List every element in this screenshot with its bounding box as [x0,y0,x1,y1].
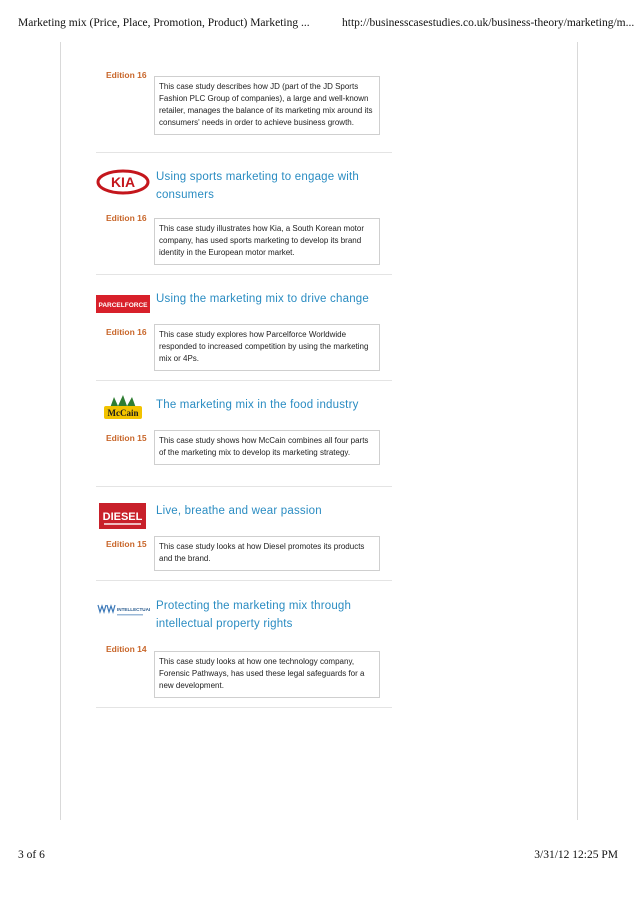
edition-label: Edition 16 [106,327,147,337]
kia-logo [96,169,150,199]
case-study-title-link[interactable]: Using sports marketing to engage with consumers [156,171,360,201]
edition-label: Edition 16 [106,70,147,80]
svg-text:DIESEL: DIESEL [102,511,143,523]
entry-separator [96,707,392,708]
mccain-logo [96,394,150,424]
entry-separator [96,274,392,275]
case-study-title-link[interactable]: The marketing mix in the food industry [156,399,359,411]
case-study-description: This case study shows how McCain combines all four parts of the marketing mix to develop its marketing strategy. [154,430,380,465]
column-divider-left [60,42,61,820]
print-footer-datetime: 3/31/12 12:25 PM [534,849,618,861]
svg-text:McCain: McCain [107,408,139,418]
entry-separator [96,486,392,487]
diesel-logo [96,502,150,532]
column-divider-right [577,42,578,820]
case-study-description: This case study looks at how one technology company, Forensic Pathways, has used these legal safeguards for a new development. [154,651,380,698]
case-study-title-link[interactable]: Protecting the marketing mix through intellectual property rights [156,600,352,630]
case-study-description: This case study describes how JD (part of the JD Sports Fashion PLC Group of companies), a large and well-known retailer, manages the balance of its marketing mix around its consumers' needs in order to achieve business growth. [154,76,380,135]
case-study-description: This case study illustrates how Kia, a South Korean motor company, has used sports marketing to develop its brand identity in the European motor market. [154,218,380,265]
case-study-jd [96,68,392,168]
edition-label: Edition 15 [106,539,147,549]
print-footer-page: 3 of 6 [18,849,45,861]
edition-label: Edition 15 [106,433,147,443]
svg-text:INTELLECTUAL: INTELLECTUAL [117,607,150,612]
edition-label: Edition 16 [106,213,147,223]
entry-separator [96,580,392,581]
case-study-title-link[interactable]: Live, breathe and wear passion [156,505,322,517]
svg-text:PARCELFORCE: PARCELFORCE [98,302,148,309]
parcelforce-logo [96,293,150,323]
entry-separator [96,152,392,153]
svg-text:KIA: KIA [110,174,136,190]
case-study-description: This case study explores how Parcelforce Worldwide responded to increased competition by using the marketing mix or 4Ps. [154,324,380,371]
case-study-description: This case study looks at how Diesel promotes its products and the brand. [154,536,380,571]
edition-label: Edition 14 [106,644,147,654]
case-study-title-link[interactable]: Using the marketing mix to drive change [156,293,369,305]
print-header-url: http://businesscasestudies.co.uk/business-theory/marketing/m... [342,17,635,29]
intellectual-property-logo [96,601,150,631]
print-header-title: Marketing mix (Price, Place, Promotion, Product) Marketing ... [18,17,310,29]
entry-separator [96,380,392,381]
